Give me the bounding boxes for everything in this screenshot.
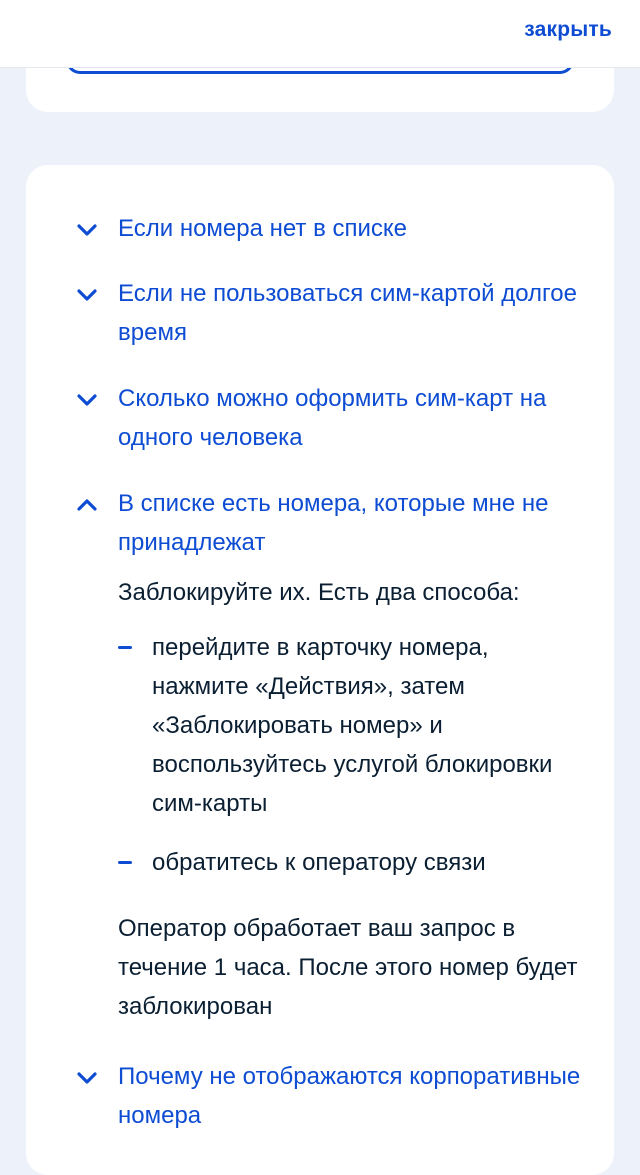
faq-question: Почему не отображаются корпоративные номера	[118, 1063, 581, 1129]
chevron-down-icon	[74, 1065, 100, 1091]
answer-bullet-text: обратитесь к оператору связи	[152, 849, 486, 876]
faq-question: Если не пользоваться сим-картой долгое время	[118, 280, 577, 346]
chevron-up-icon	[74, 492, 100, 518]
faq-question: В списке есть номера, которые мне не принадлежат	[118, 490, 549, 556]
faq-card	[26, 165, 614, 1175]
top-bar	[0, 0, 640, 68]
chevron-down-icon	[74, 387, 100, 413]
answer-outro: Оператор обработает ваш запрос в течение 1 часа. После этого номер будет заблокирован	[118, 915, 578, 1020]
dash-icon	[118, 861, 132, 864]
dash-icon	[118, 646, 132, 649]
close-link[interactable]: закрыть	[524, 18, 612, 41]
chevron-down-icon	[74, 282, 100, 308]
answer-intro: Заблокируйте их. Есть два способа:	[118, 579, 520, 606]
faq-question: Сколько можно оформить сим-карт на одного человека	[118, 385, 547, 451]
faq-question: Если номера нет в списке	[118, 215, 408, 242]
chevron-down-icon	[74, 217, 100, 243]
answer-bullet-text: перейдите в карточку номера, нажмите «Действия», затем «Заблокировать номер» и воспользуйтесь услугой блокировки сим-карты	[152, 634, 553, 817]
